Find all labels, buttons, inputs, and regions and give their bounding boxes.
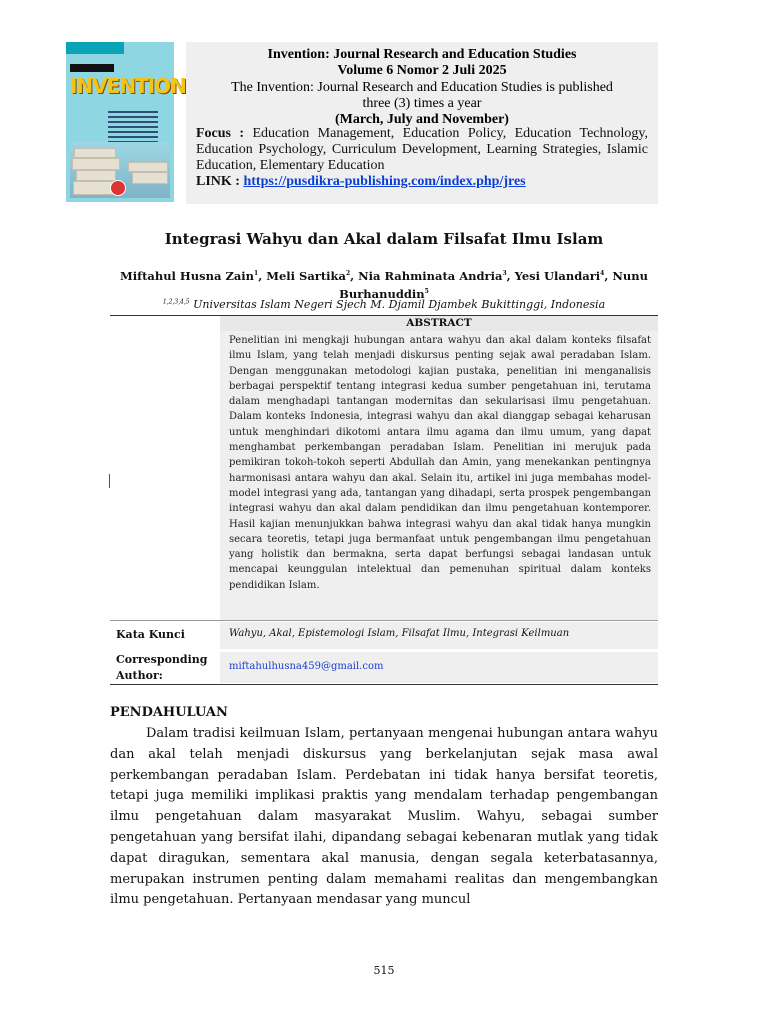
corresponding-author-label: Corresponding Author:	[116, 653, 208, 682]
cover-tag	[70, 64, 114, 72]
abstract-divider	[110, 620, 658, 621]
corresponding-email-cell	[220, 652, 658, 683]
abstract-heading: ABSTRACT	[220, 316, 658, 331]
focus-text: Education Management, Education Policy, Education Technology, Education Psychology, Curriculum Development, Learning Strategies, Islamic Education, Elementary Education	[196, 126, 649, 173]
text-cursor	[109, 474, 110, 488]
journal-cover-image	[66, 42, 186, 202]
section-title: PENDAHULUAN	[110, 705, 228, 720]
publication-note-line1: The Invention: Journal Research and Education Studies is published	[231, 80, 613, 95]
journal-link	[196, 174, 526, 190]
author-name: Meli Sartika	[266, 268, 346, 283]
journal-title: Invention: Journal Research and Education Studies	[267, 47, 577, 62]
keywords-label: Kata Kunci	[116, 628, 185, 641]
abstract-text: Penelitian ini mengkaji hubungan antara wahyu dan akal dalam konteks filsafat ilmu Islam, yang telah menjadi diskursus penting sejak awal peradaban Islam. Dengan menggunakan metodologi kajian pustaka, penelitian ini menganalisis berbagai perspektif tentang integrasi kedua sumber pengetahuan ini, terutama dalam menghadapi tantangan modernitas dan sekularisasi ilmu pengetahuan. Dalam konteks Indonesia, integrasi wahyu dan akal dianggap sebagai keharusan untuk menghindari dikotomi antara ilmu agama dan ilmu umum, yang dapat menghambat perkembangan peradaban Islam. Penelitian ini merujuk pada pemikiran tokoh-tokoh seperti Abdullah dan Amin, yang menekankan pentingnya harmonisasi antara wahyu dan akal. Selain itu, artikel ini juga membahas model-model integrasi yang ada, tantangan yang dihadapi, serta prospek pengembangan integrasi wahyu dan akal dalam pendidikan dan ilmu pengetahuan kontemporer. Hasil kajian menunjukkan bahwa integrasi wahyu dan akal tidak hanya mungkin secara teoretis, tetapi juga bermanfaat untuk pengembangan ilmu pengetahuan yang holistik dan bermakna, serta dapat berfungsi sebagai landasan untuk mencapai keunggulan intelektual dan pemenuhan spiritual dalam konteks pendidikan Islam.	[229, 335, 651, 591]
focus-label: Focus :	[196, 126, 245, 141]
publication-months: (March, July and November)	[335, 112, 509, 127]
cover-text-lines	[108, 108, 168, 146]
author-affiliation: $^{1,2,3,4,5}$ Universitas Islam Negeri Sjech M. Djamil Djambek Bukittinggi, Indonesia	[162, 298, 606, 311]
cover-brand-logo: INVENTION	[70, 74, 186, 98]
article-authors: Miftahul Husna Zain$^1$, Meli Sartika$^2$, Nia Rahminata Andria$^3$, Yesi Ulandari$^4$, Nunu Burhanuddin$^5$	[120, 268, 648, 301]
cover-top-strip	[66, 42, 124, 54]
page-number: 515	[373, 964, 395, 977]
author-name: Yesi Ulandari	[514, 268, 601, 283]
author-name: Nunu Burhanuddin	[339, 268, 648, 301]
journal-info-box	[186, 42, 658, 204]
publication-note-line2: three (3) times a year	[362, 96, 482, 111]
body-paragraph: Dalam tradisi keilmuan Islam, pertanyaan mengenai hubungan antara wahyu dan akal telah menjadi diskursus yang berkelanjutan sejak masa awal perkembangan peradaban Islam. Perdebatan ini tidak hanya bersifat teoretis, tetapi juga memiliki implikasi praktis yang mendalam terhadap pengembangan ilmu pengetahuan dalam masyarakat Muslim. Wahyu, sebagai sumber pengetahuan yang bersifat ilahi, dipandang sebagai kebenaran mutlak yang tidak dapat diragukan, sementara akal manusia, dengan segala keterbatasannya, merupakan instrumen penting dalam memahami realitas dan mengembangkan ilmu pengetahuan. Pertanyaan mendasar yang muncul	[110, 726, 658, 908]
journal-url-link[interactable]: https://pusdikra-publishing.com/index.php/jres	[243, 174, 526, 189]
journal-volume: Volume 6 Nomor 2 Juli 2025	[337, 63, 507, 78]
abstract-body	[220, 331, 658, 620]
link-label: LINK :	[196, 174, 240, 189]
keywords-cell	[220, 622, 658, 649]
author-name: Miftahul Husna Zain	[120, 268, 255, 283]
journal-focus	[196, 126, 648, 174]
cover-badge-icon	[110, 180, 126, 196]
keywords-text: Wahyu, Akal, Epistemologi Islam, Filsafat Ilmu, Integrasi Keilmuan	[229, 628, 570, 639]
corresponding-email-link[interactable]: miftahulhusna459@gmail.com	[229, 661, 384, 672]
author-name: Nia Rahminata Andria	[358, 268, 503, 283]
abstract-bottom-rule	[110, 684, 658, 685]
article-title: Integrasi Wahyu dan Akal dalam Filsafat Ilmu Islam	[164, 230, 604, 248]
